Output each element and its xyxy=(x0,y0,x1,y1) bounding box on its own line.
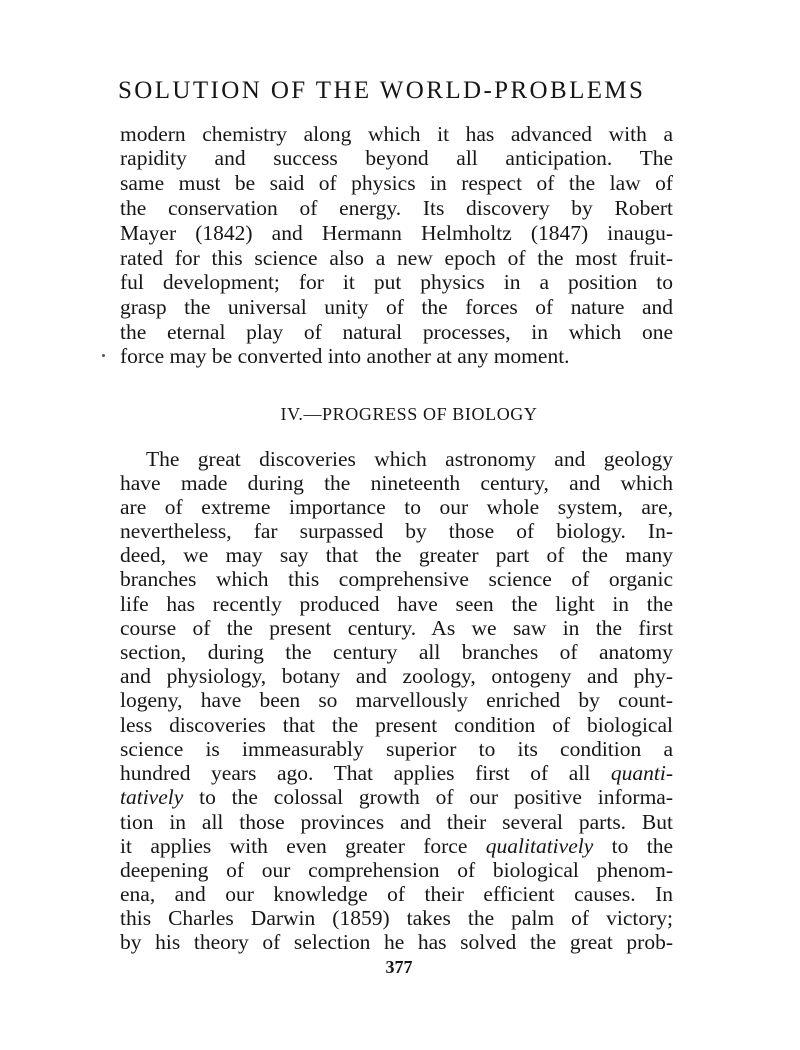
text-line: less discoveries that the present condition of biological xyxy=(120,713,673,737)
text-line: have made during the nineteenth century, and which xyxy=(120,471,673,495)
text-line: are of extreme importance to our whole system, are, xyxy=(120,495,673,519)
text-line: modern chemistry along which it has advanced with a xyxy=(120,122,673,146)
text-line: tatively to the colossal growth of our positive informa- xyxy=(120,785,673,809)
text-line: and physiology, botany and zoology, ontogeny and phy- xyxy=(120,664,673,688)
text-line: ena, and our knowledge of their efficient causes. In xyxy=(120,882,673,906)
text-line: tion in all those provinces and their several parts. But xyxy=(120,810,673,834)
text-line: deed, we may say that the greater part of the many xyxy=(120,543,673,567)
margin-speck xyxy=(102,354,105,357)
text-line: life has recently produced have seen the light in the xyxy=(120,592,673,616)
text-line: course of the present century. As we saw in the first xyxy=(120,616,673,640)
text-line: ful development; for it put physics in a position to xyxy=(120,270,673,294)
text-line: grasp the universal unity of the forces of nature and xyxy=(120,295,673,319)
text-line: The great discoveries which astronomy and geology xyxy=(146,447,673,471)
text-line: hundred years ago. That applies first of all quanti- xyxy=(120,761,673,785)
text-line: nevertheless, far surpassed by those of biology. In- xyxy=(120,519,673,543)
text-line: branches which this comprehensive science of organic xyxy=(120,567,673,591)
text-line: this Charles Darwin (1859) takes the palm of victory; xyxy=(120,906,673,930)
italic-word: tatively xyxy=(120,785,184,809)
text-line: section, during the century all branches of anatomy xyxy=(120,640,673,664)
text-line: the conservation of energy. Its discovery by Robert xyxy=(120,196,673,220)
text-line: rapidity and success beyond all anticipation. The xyxy=(120,146,673,170)
running-head: SOLUTION OF THE WORLD-PROBLEMS xyxy=(118,77,646,104)
text-line: the eternal play of natural processes, in which one xyxy=(120,320,673,344)
text-line: logeny, have been so marvellously enriched by count- xyxy=(120,688,673,712)
text-line: science is immeasurably superior to its condition a xyxy=(120,737,673,761)
text-line: rated for this science also a new epoch of the most fruit- xyxy=(120,246,673,270)
text-line: force may be converted into another at any moment. xyxy=(120,344,570,368)
italic-word: quanti- xyxy=(610,761,673,785)
text-line: Mayer (1842) and Hermann Helmholtz (1847) inaugu- xyxy=(120,221,673,245)
page-number: 377 xyxy=(385,957,413,977)
italic-word: qualitatively xyxy=(485,834,594,858)
text-line: it applies with even greater force qualitatively to the xyxy=(120,834,674,858)
text-line: by his theory of selection he has solved the great prob- xyxy=(120,930,673,954)
text-line: same must be said of physics in respect of the law of xyxy=(120,171,673,195)
text-line: deepening of our comprehension of biological phenom- xyxy=(120,858,673,882)
section-heading: IV.—PROGRESS OF BIOLOGY xyxy=(280,404,538,424)
